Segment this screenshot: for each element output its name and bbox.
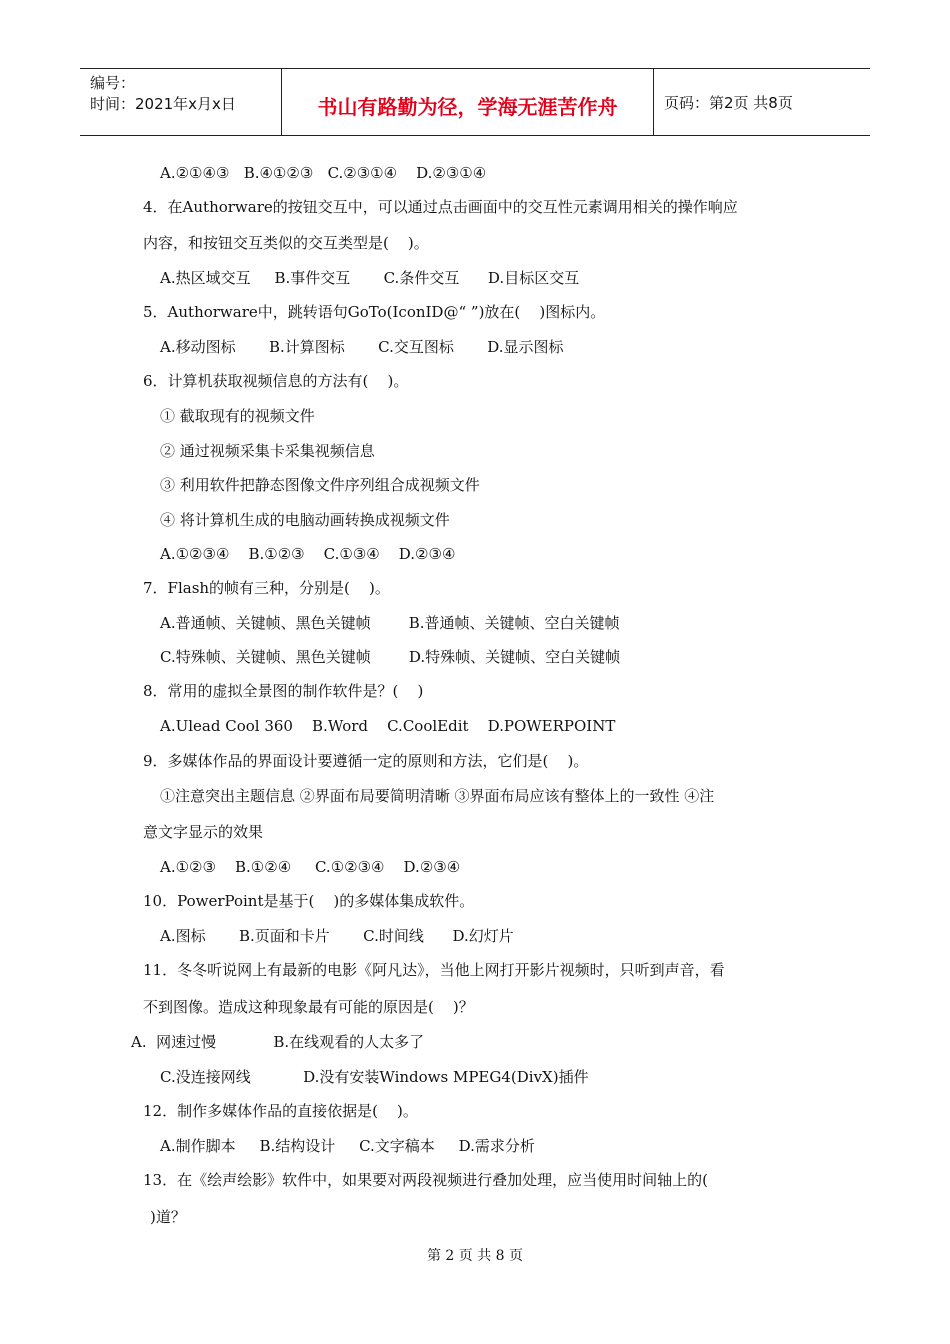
text-line: A.②①④③ B.④①②③ C.②③①④ D.②③①④ [160, 164, 487, 182]
text-line: 12．制作多媒体作品的直接依据是( )。 [143, 1102, 418, 1120]
page-footer: 第 2 页 共 8 页 [426, 1248, 524, 1264]
text-line: 8．常用的虚拟全景图的制作软件是？( ) [143, 682, 424, 700]
text-line: A.①②③④ B.①②③ C.①③④ D.②③④ [160, 545, 456, 563]
text-line: 内容，和按钮交互类似的交互类型是( )。 [143, 234, 429, 252]
text-line: 意文字显示的效果 [143, 823, 264, 841]
text-line: 4．在Authorware的按钮交互中，可以通过点击画面中的交互性元素调用相关的操作响应 [143, 198, 738, 216]
text-line: 13．在《绘声绘影》软件中，如果要对两段视频进行叠加处理，应当使用时间轴上的( [143, 1171, 708, 1189]
text-line: ② 通过视频采集卡采集视频信息 [160, 442, 375, 460]
text-line: 6．计算机获取视频信息的方法有( )。 [143, 372, 409, 390]
text-line: A.普通帧、关键帧、黑色关键帧 B.普通帧、关键帧、空白关键帧 [160, 614, 620, 632]
page-header [80, 68, 870, 136]
number-label: 编号： [90, 74, 136, 92]
text-line: 11．冬冬听说网上有最新的电影《阿凡达》，当他上网打开影片视频时，只听到声音，看 [143, 961, 725, 979]
text-line: A.移动图标 B.计算图标 C.交互图标 D.显示图标 [160, 338, 564, 356]
text-line: 7．Flash的帧有三种，分别是( )。 [143, 579, 390, 597]
text-line: 5．Authorware中，跳转语句GoTo(IconID@“ ”)放在( )图标内。 [143, 303, 606, 321]
text-line: A.制作脚本 B.结构设计 C.文字稿本 D.需求分析 [160, 1137, 535, 1155]
text-line: 9．多媒体作品的界面设计要遵循一定的原则和方法，它们是( )。 [143, 752, 589, 770]
text-line: A. 网速过慢 B.在线观看的人太多了 [131, 1033, 425, 1051]
header-page-info: 页码：第2页 共8页 [664, 93, 793, 112]
text-line: A.图标 B.页面和卡片 C.时间线 D.幻灯片 [160, 927, 514, 945]
text-line: A.热区域交互 B.事件交互 C.条件交互 D.目标区交互 [160, 269, 580, 287]
text-line: 10．PowerPoint是基于( )的多媒体集成软件。 [143, 892, 475, 910]
header-meta [80, 69, 282, 135]
text-line: )道？ [150, 1208, 186, 1226]
text-line: 不到图像。造成这种现象最有可能的原因是( )？ [143, 998, 474, 1016]
text-line: A.Ulead Cool 360 B.Word C.CoolEdit D.POWERPOINT [160, 717, 616, 735]
text-line: A.①②③ B.①②④ C.①②③④ D.②③④ [160, 858, 461, 876]
text-line: C.特殊帧、关键帧、黑色关键帧 D.特殊帧、关键帧、空白关键帧 [160, 648, 621, 666]
header-motto: 书山有路勤为径，学海无涯苦作舟 [282, 69, 654, 135]
text-line: ①注意突出主题信息 ②界面布局要简明清晰 ③界面布局应该有整体上的一致性 ④注 [160, 787, 715, 805]
text-line: ④ 将计算机生成的电脑动画转换成视频文件 [160, 511, 450, 529]
text-line: ① 截取现有的视频文件 [160, 407, 315, 425]
time-label: 时间：2021年x月x日 [90, 95, 236, 113]
text-line: C.没连接网线 D.没有安装Windows MPEG4(DivX)插件 [160, 1068, 589, 1086]
text-line: ③ 利用软件把静态图像文件序列组合成视频文件 [160, 476, 480, 494]
